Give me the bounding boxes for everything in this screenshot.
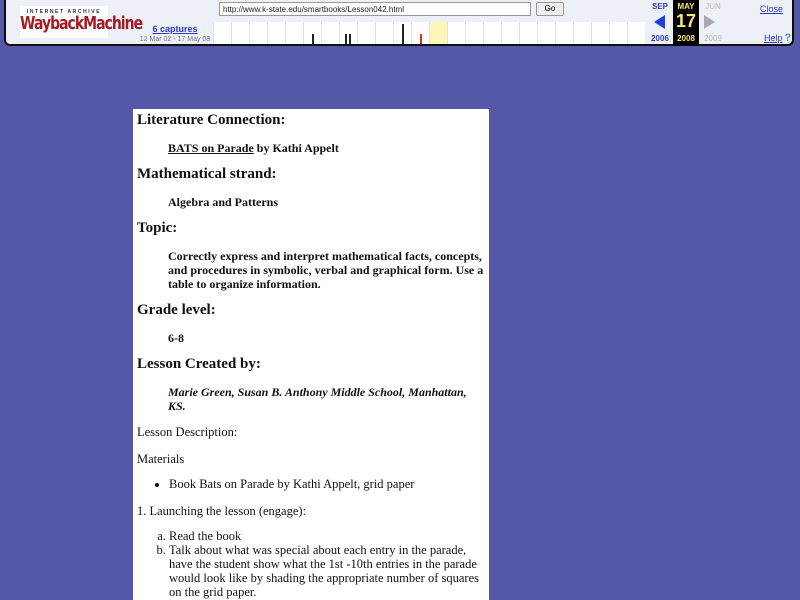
capture-bar[interactable] xyxy=(312,34,314,44)
current-month: MAY xyxy=(677,2,695,11)
sparkline-column[interactable] xyxy=(519,22,537,44)
sparkline-column[interactable] xyxy=(573,22,591,44)
logo-internet-archive-text: INTERNET ARCHIVE xyxy=(26,9,102,15)
next-arrow-icon xyxy=(704,15,715,29)
sparkline-column[interactable] xyxy=(429,22,447,44)
capture-bar[interactable] xyxy=(402,24,404,44)
step1-list xyxy=(137,529,485,599)
help-label[interactable]: Help xyxy=(764,33,783,43)
sparkline-column[interactable] xyxy=(321,22,339,44)
url-input[interactable]: http://www.k-state.edu/smartbooks/Lesson042.html xyxy=(219,2,531,16)
sparkline-column[interactable] xyxy=(447,22,465,44)
sparkline-column[interactable] xyxy=(339,22,357,44)
materials-list xyxy=(137,477,485,492)
sparkline-column[interactable] xyxy=(411,22,429,44)
capture-sparkline[interactable] xyxy=(213,22,645,44)
sparkline-column[interactable] xyxy=(249,22,267,44)
step1-label: 1. Launching the lesson (engage): xyxy=(137,504,307,518)
strand-heading: Mathematical strand: xyxy=(137,166,277,182)
grade-value: 6-8 xyxy=(168,331,184,345)
sparkline-column[interactable] xyxy=(537,22,555,44)
sparkline-column[interactable] xyxy=(501,22,519,44)
sparkline-column[interactable] xyxy=(213,22,231,44)
sparkline-column[interactable] xyxy=(393,22,411,44)
description-label: Lesson Description: xyxy=(137,425,238,439)
sparkline-column[interactable] xyxy=(231,22,249,44)
capture-bar[interactable] xyxy=(420,34,422,44)
sparkline-column[interactable] xyxy=(303,22,321,44)
created-value: Marie Green, Susan B. Anthony Middle School, Manhattan, KS. xyxy=(168,385,467,413)
literature-heading: Literature Connection: xyxy=(137,112,286,128)
sparkline-column[interactable] xyxy=(483,22,501,44)
capture-bar[interactable] xyxy=(349,34,351,44)
sparkline-column[interactable] xyxy=(627,22,645,44)
book-title-link[interactable]: BATS on Parade xyxy=(168,141,254,155)
sparkline-column[interactable] xyxy=(555,22,573,44)
sparkline-column[interactable] xyxy=(375,22,393,44)
created-heading: Lesson Created by: xyxy=(137,356,261,372)
materials-item: • Book Bats on Parade by Kathi Appelt, grid paper xyxy=(169,477,485,492)
strand-value: Algebra and Patterns xyxy=(168,195,278,209)
lesson-content xyxy=(133,109,489,600)
prev-arrow-icon[interactable] xyxy=(654,15,665,29)
wayback-logo[interactable] xyxy=(20,6,143,38)
close-link[interactable]: Close xyxy=(760,4,784,14)
next-year: 2009 xyxy=(704,34,722,43)
materials-label: Materials xyxy=(137,452,185,466)
grade-heading: Grade level: xyxy=(137,302,216,318)
sparkline-column[interactable] xyxy=(465,22,483,44)
wayback-toolbar xyxy=(4,0,794,46)
sparkline-column[interactable] xyxy=(357,22,375,44)
current-year: 2008 xyxy=(677,34,695,43)
prev-month[interactable]: SEP xyxy=(651,2,668,11)
step1-item: b. Talk about what was special about each entry in the parade, have the student show what the 1st -10th entries in the parade would look like by shading the appropriate number of squares on the grid paper. xyxy=(169,543,485,599)
sparkline-column[interactable] xyxy=(591,22,609,44)
step1-item: a. Read the book xyxy=(169,529,485,543)
help-link[interactable] xyxy=(764,32,791,44)
sparkline-column[interactable] xyxy=(267,22,285,44)
next-month: JUN xyxy=(705,2,721,11)
topic-heading: Topic: xyxy=(137,220,178,236)
go-button[interactable]: Go xyxy=(536,2,564,16)
captures-link[interactable]: 6 captures xyxy=(152,24,198,34)
captures-info xyxy=(136,24,214,43)
literature-value xyxy=(168,141,485,155)
current-capture xyxy=(673,0,699,46)
book-author: by Kathi Appelt xyxy=(253,141,339,155)
topic-value: Correctly express and interpret mathematical facts, concepts, and procedures in symbolic, verbal and graphical form. Use a table to organize information. xyxy=(168,249,484,291)
captures-range: 12 Mar 02 - 17 May 08 xyxy=(139,36,211,43)
sparkline-column[interactable] xyxy=(609,22,627,44)
sparkline-column[interactable] xyxy=(285,22,303,44)
current-day: 17 xyxy=(675,11,697,31)
help-question-icon[interactable]: ? xyxy=(784,32,792,44)
date-navigator xyxy=(646,0,756,46)
capture-bar[interactable] xyxy=(345,34,347,44)
prev-year[interactable]: 2006 xyxy=(651,34,669,43)
logo-wayback-text: WaybackMachine xyxy=(20,14,143,34)
